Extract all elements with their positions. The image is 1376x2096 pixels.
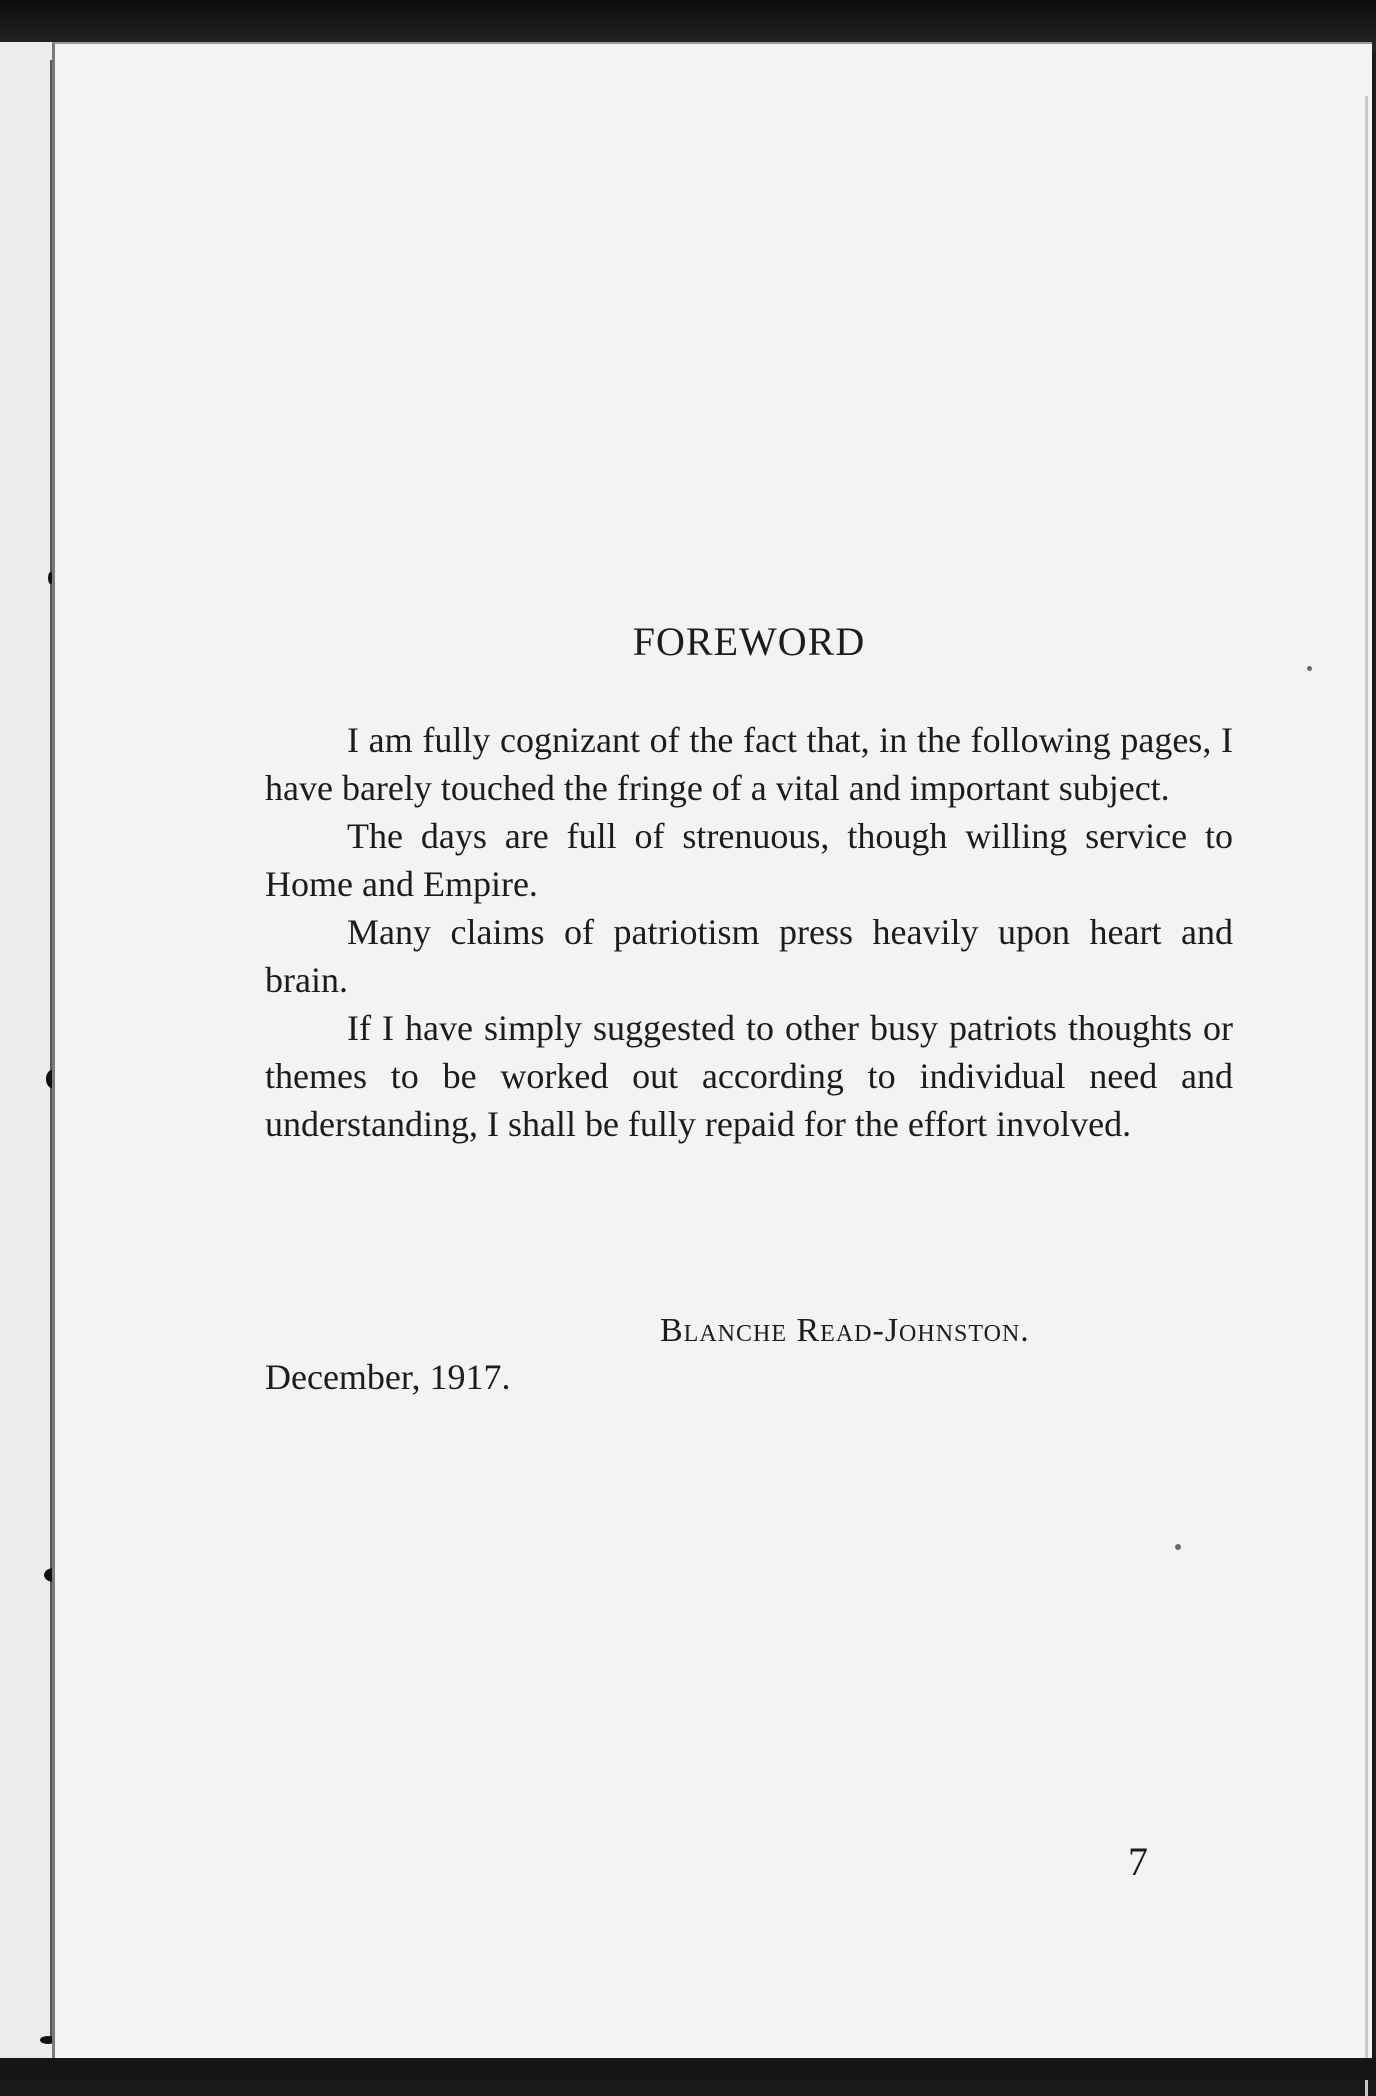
foreword-body (265, 716, 1233, 1148)
paper-speck (1175, 1544, 1181, 1550)
foreword-paragraph: I am fully cognizant of the fact that, in the following pages, I have barely touched the fringe of a vital and important subject. (265, 720, 1233, 808)
author-signature: Blanche Read-Johnston. (660, 1312, 1030, 1349)
page-title: FOREWORD (632, 619, 866, 664)
page-edge (1365, 96, 1368, 2096)
document-page (52, 42, 1372, 2060)
scan-bottom-border (0, 2058, 1376, 2080)
paper-speck (1307, 666, 1312, 671)
foreword-paragraph: If I have simply suggested to other busy patriots thoughts or themes to be worked out according to individual need and understanding, I shall be fully repaid for the effort involved. (265, 1008, 1233, 1144)
binding-margin (0, 42, 52, 2060)
foreword-paragraph: The days are full of strenuous, though willing service to Home and Empire. (265, 816, 1233, 904)
foreword-date: December, 1917. (265, 1357, 511, 1397)
page-number: 7 (1128, 1839, 1148, 1884)
foreword-paragraph: Many claims of patriotism press heavily upon heart and brain. (265, 912, 1233, 1000)
